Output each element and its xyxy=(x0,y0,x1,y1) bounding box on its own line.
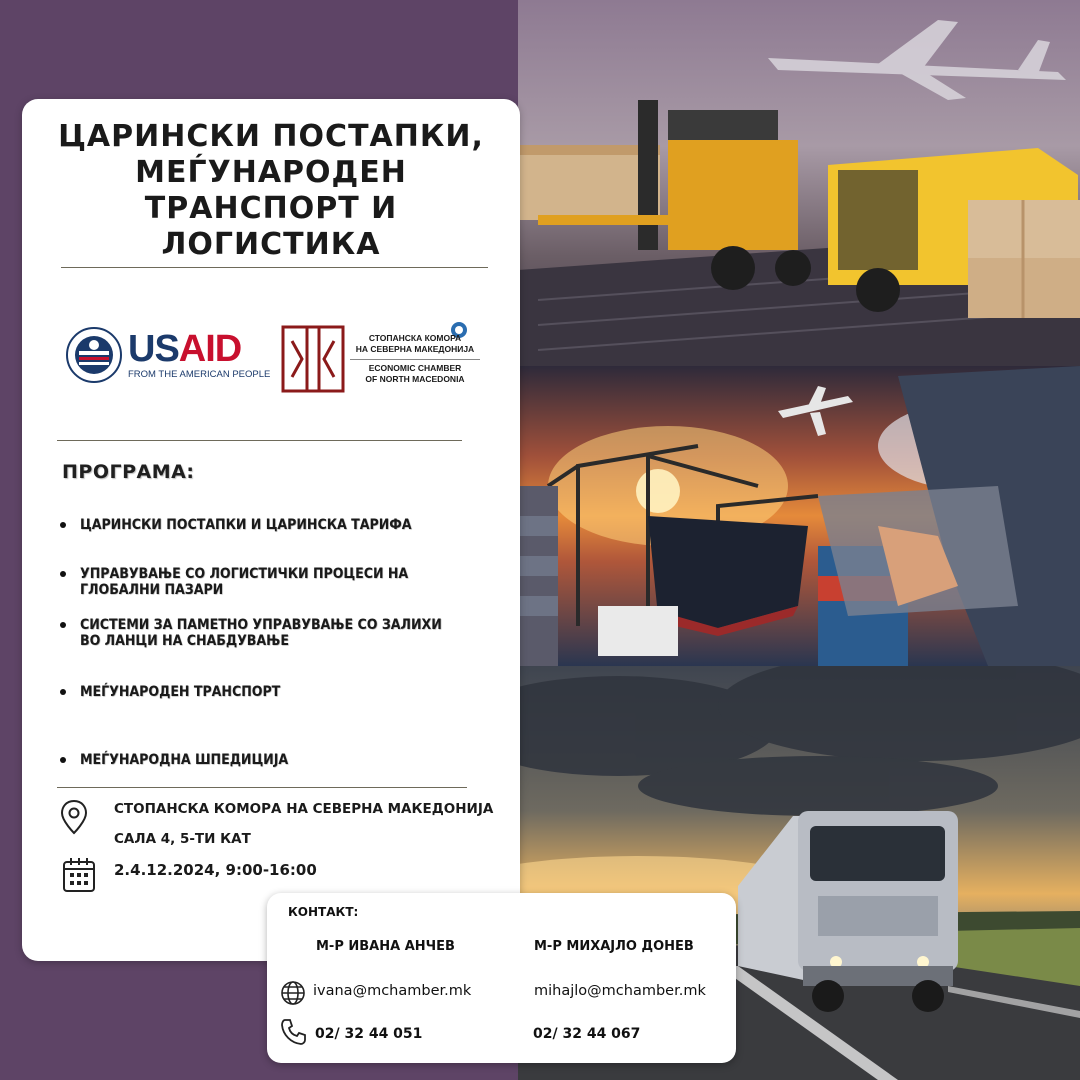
program-item-text xyxy=(80,517,470,533)
chamber-logo-mark xyxy=(280,321,348,399)
location-room: САЛА 4, 5-ТИ КАТ xyxy=(114,831,251,847)
title-line-3: ТРАНСПОРТ И xyxy=(144,191,398,226)
contact-phone-1[interactable]: 02/ 32 44 051 xyxy=(315,1026,423,1042)
contact-heading: КОНТАКТ: xyxy=(288,905,359,919)
partner-logos xyxy=(66,319,486,399)
usaid-tagline: FROM THE AMERICAN PEOPLE xyxy=(128,369,271,380)
globe-icon xyxy=(280,980,306,1006)
logistics-photo-forklift-van xyxy=(518,0,1080,366)
contact-phone-2[interactable]: 02/ 32 44 067 xyxy=(533,1026,641,1042)
program-item-text xyxy=(80,684,470,700)
divider xyxy=(57,787,467,788)
program-item-line: ГЛОБАЛНИ ПАЗАРИ xyxy=(80,582,224,598)
program-item-text xyxy=(80,617,470,649)
calendar-icon xyxy=(62,857,96,893)
title-line-2: МЕЃУНАРОДЕН xyxy=(135,155,407,190)
contact-name-2: М-Р МИХАЈЛО ДОНЕВ xyxy=(534,939,694,954)
bullet-icon xyxy=(60,522,66,528)
chamber-mk-line1: СТОПАНСКА КОМОРА xyxy=(368,333,462,343)
chamber-en-line2: OF NORTH MACEDONIA xyxy=(365,374,465,384)
contact-email-1[interactable]: ivana@mchamber.mk xyxy=(313,983,472,999)
title-line-1: ЦАРИНСКИ ПОСТАПКИ, xyxy=(58,119,484,154)
usaid-us: US xyxy=(128,328,179,370)
location-pin-icon xyxy=(60,799,88,835)
location-place: СТОПАНСКА КОМОРА НА СЕВЕРНА МАКЕДОНИЈА xyxy=(114,801,494,817)
program-item-text xyxy=(80,752,470,768)
bullet-icon xyxy=(60,571,66,577)
program-item-line: МЕЃУНАРОДЕН ТРАНСПОРТ xyxy=(80,684,281,700)
chamber-en-line1: ECONOMIC CHAMBER xyxy=(350,359,480,374)
program-item-line: УПРАВУВАЊЕ СО ЛОГИСТИЧКИ ПРОЦЕСИ НА xyxy=(80,566,409,582)
bullet-icon xyxy=(60,622,66,628)
logistics-photo-port-ship xyxy=(518,366,1080,666)
contact-name-1: М-Р ИВАНА АНЧЕВ xyxy=(316,939,455,954)
program-heading: ПРОГРАМА: xyxy=(62,461,195,483)
info-card xyxy=(22,99,520,961)
divider xyxy=(57,440,462,441)
usaid-seal-logo xyxy=(66,327,122,383)
title-line-4: ЛОГИСТИКА xyxy=(161,227,381,262)
bullet-icon xyxy=(60,689,66,695)
program-item-text xyxy=(80,566,470,598)
phone-icon xyxy=(279,1017,309,1047)
contact-card xyxy=(267,893,736,1063)
program-item-line: ЦАРИНСКИ ПОСТАПКИ И ЦАРИНСКА ТАРИФА xyxy=(80,517,412,533)
divider xyxy=(61,267,488,268)
program-item-line: ВО ЛАНЦИ НА СНАБДУВАЊЕ xyxy=(80,633,289,649)
chamber-mk-line2: НА СЕВЕРНА МАКЕДОНИЈА xyxy=(355,344,475,354)
event-date: 2.4.12.2024, 9:00-16:00 xyxy=(114,861,317,879)
usaid-aid: AID xyxy=(178,328,242,370)
chamber-name xyxy=(350,333,480,385)
contact-email-2[interactable]: mihajlo@mchamber.mk xyxy=(534,983,706,999)
bullet-icon xyxy=(60,757,66,763)
page-title xyxy=(22,119,520,263)
usaid-wordmark xyxy=(128,329,241,369)
program-item-line: СИСТЕМИ ЗА ПАМЕТНО УПРАВУВАЊЕ СО ЗАЛИХИ xyxy=(80,617,442,633)
program-item-line: МЕЃУНАРОДНА ШПЕДИЦИЈА xyxy=(80,752,289,768)
